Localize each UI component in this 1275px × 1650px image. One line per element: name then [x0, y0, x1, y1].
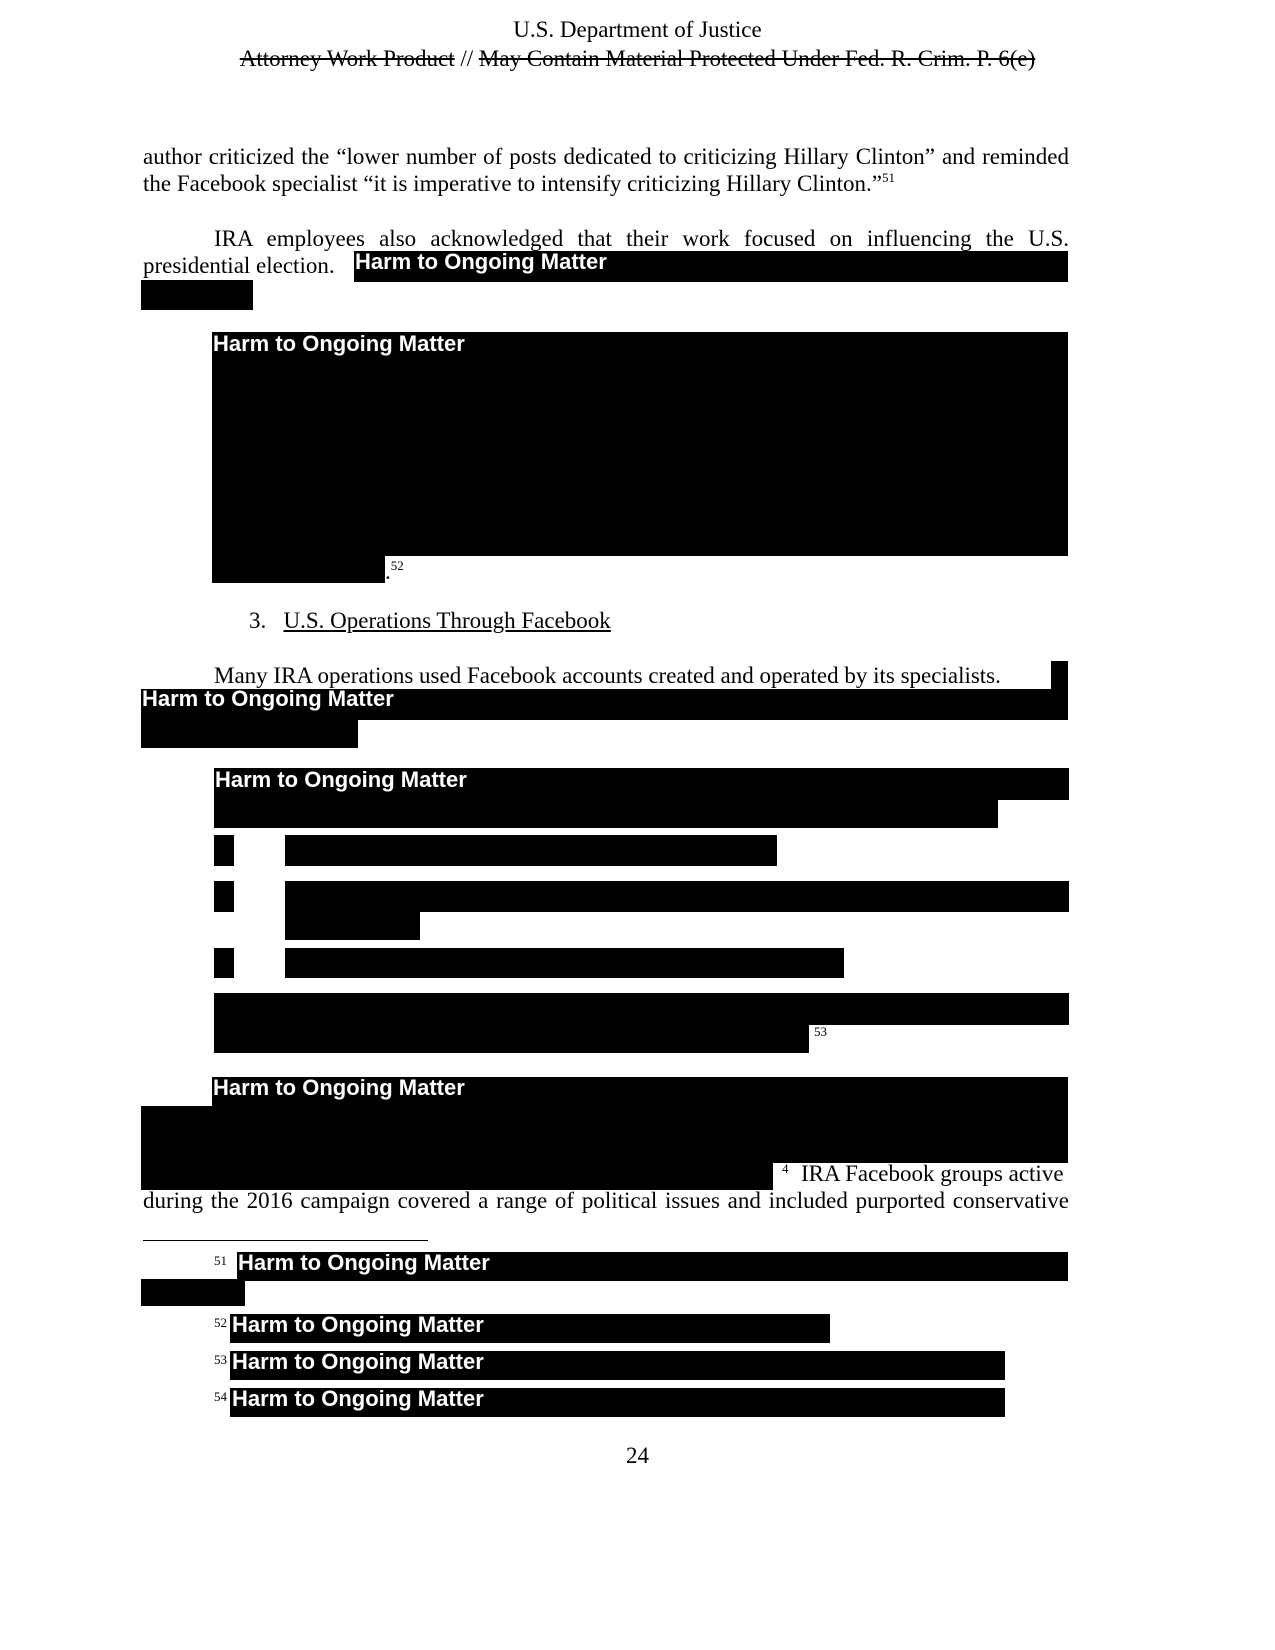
redaction-block [212, 332, 1068, 556]
redaction-label: Harm to Ongoing Matter [238, 1250, 490, 1275]
footnote-number-52: 52 [214, 1315, 227, 1330]
paragraph-2-line-1: IRA employees also acknowledged that their work focused on influencing the U.S. [214, 226, 1069, 251]
redaction-label: Harm to Ongoing Matter [213, 331, 465, 356]
paragraph-5-line-2: during the 2016 campaign covered a range of political issues and included purported conservative [143, 1188, 1069, 1213]
header-separator: // [460, 46, 474, 71]
redaction-label: Harm to Ongoing Matter [215, 767, 467, 792]
work-product-marking: Attorney Work Product [239, 46, 455, 71]
redaction-block [214, 1023, 809, 1053]
redaction-block [141, 718, 358, 748]
redaction-bullet [214, 881, 234, 912]
section-heading [249, 608, 611, 634]
redaction-block [285, 835, 777, 866]
section-number: 3. [249, 608, 267, 633]
paragraph-5-tail: IRA Facebook groups active [801, 1161, 1064, 1186]
redaction-label: Harm to Ongoing Matter [232, 1349, 484, 1374]
redaction-block [285, 881, 1069, 912]
redaction-bullet [214, 835, 234, 866]
redaction-label: Harm to Ongoing Matter [213, 1075, 465, 1100]
page-number: 24 [626, 1443, 649, 1468]
redaction-block [214, 993, 1069, 1025]
redaction-block [141, 1106, 1068, 1163]
footnote-ref-51: 51 [882, 170, 896, 185]
redaction-label: Harm to Ongoing Matter [232, 1386, 484, 1411]
redaction-block [141, 1160, 773, 1190]
footnote-ref-53: 53 [814, 1024, 827, 1039]
redaction-block [212, 553, 385, 583]
footnote-number-53: 53 [214, 1352, 227, 1367]
grand-jury-marking: May Contain Material Protected Under Fed. R. Crim. P. 6(e) [478, 46, 1036, 71]
section-title: U.S. Operations Through Facebook [283, 608, 611, 633]
redaction-block [214, 798, 998, 828]
redaction-block [285, 948, 844, 978]
redaction-block [1051, 661, 1068, 691]
paragraph-3-line-1: Many IRA operations used Facebook accounts created and operated by its specialists. [214, 663, 1001, 688]
header-markings [0, 46, 1275, 72]
redaction-label: Harm to Ongoing Matter [355, 249, 607, 274]
footnote-number-51: 51 [214, 1253, 227, 1268]
redaction-block [141, 1279, 245, 1306]
redaction-bullet [214, 948, 234, 978]
paragraph-1-line-2: the Facebook specialist “it is imperative to intensify criticizing Hillary Clinton.”$^{51}$ [143, 170, 896, 196]
footnote-ref-54: 4 [782, 1161, 789, 1176]
footnote-ref-52: 52 [390, 558, 404, 573]
redaction-label: Harm to Ongoing Matter [142, 686, 394, 711]
quote-end: .$^{52}$ [385, 558, 404, 584]
paragraph-1-line-1: author criticized the “lower number of posts dedicated to criticizing Hillary Clinton” and reminded [143, 144, 1069, 169]
redaction-block [285, 910, 420, 940]
redaction-block [141, 280, 253, 310]
paragraph-2-line-2: presidential election. [143, 253, 335, 278]
footnote-number-54: 54 [214, 1389, 227, 1404]
redaction-label: Harm to Ongoing Matter [232, 1312, 484, 1337]
header-agency: U.S. Department of Justice [513, 17, 762, 42]
footnote-divider [143, 1240, 428, 1241]
